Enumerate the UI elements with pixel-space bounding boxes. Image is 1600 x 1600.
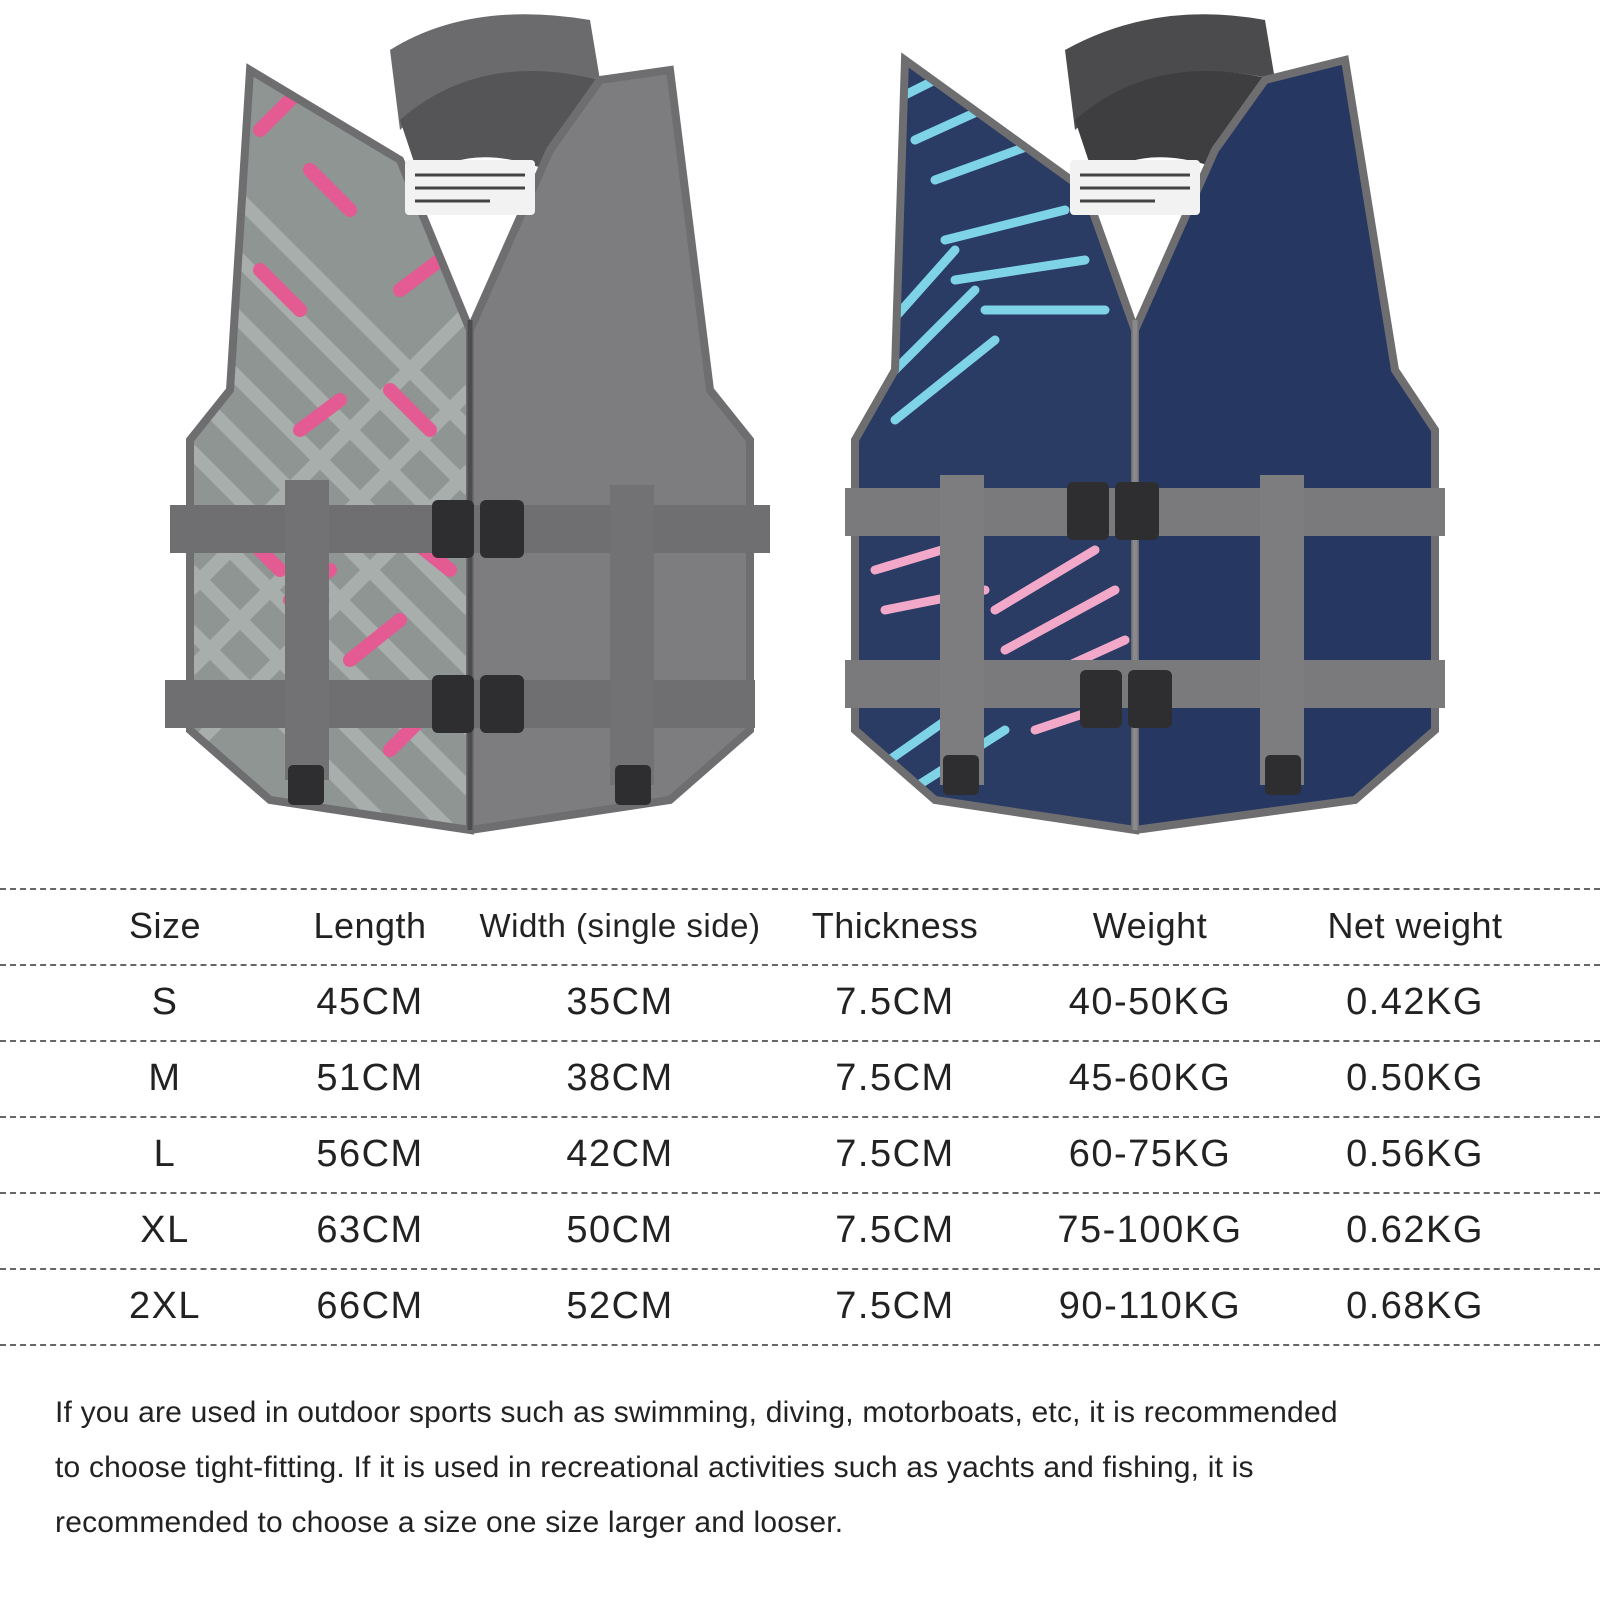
cell-length: 56CM	[316, 1133, 424, 1175]
cell-weight: 90-110KG	[1058, 1285, 1242, 1327]
header-length: Length	[313, 905, 427, 946]
note-line: to choose tight-fitting. If it is used in recreational activities such as yachts and fishing, it is	[55, 1451, 1254, 1484]
note-line: If you are used in outdoor sports such as swimming, diving, motorboats, etc, it is recommended	[55, 1396, 1338, 1429]
header-weight: Weight	[1092, 905, 1208, 946]
size-chart-table	[0, 888, 1600, 1344]
cell-thickness: 7.5CM	[835, 981, 955, 1023]
table-row	[0, 1040, 1600, 1116]
cell-size: 2XL	[128, 1285, 202, 1327]
cell-weight: 60-75KG	[1068, 1133, 1232, 1175]
cell-weight: 75-100KG	[1057, 1209, 1243, 1251]
table-row	[0, 1268, 1600, 1344]
sizing-recommendation-note	[55, 1385, 1555, 1550]
table-row	[0, 964, 1600, 1040]
header-width: Width (single side)	[479, 907, 761, 944]
table-divider	[0, 1344, 1600, 1346]
header-thickness: Thickness	[811, 905, 979, 946]
cell-width: 38CM	[566, 1057, 674, 1099]
cell-thickness: 7.5CM	[835, 1285, 955, 1327]
table-header-row	[0, 888, 1600, 964]
cell-weight: 45-60KG	[1068, 1057, 1232, 1099]
cell-size: M	[148, 1057, 182, 1099]
cell-length: 63CM	[316, 1209, 424, 1251]
cell-size: L	[153, 1133, 177, 1175]
cell-size: XL	[140, 1209, 190, 1251]
cell-thickness: 7.5CM	[835, 1209, 955, 1251]
cell-net-weight: 0.56KG	[1346, 1133, 1484, 1175]
table-row	[0, 1116, 1600, 1192]
cell-thickness: 7.5CM	[835, 1057, 955, 1099]
header-size: Size	[128, 905, 202, 946]
cell-net-weight: 0.50KG	[1346, 1057, 1484, 1099]
cell-net-weight: 0.62KG	[1346, 1209, 1484, 1251]
cell-thickness: 7.5CM	[835, 1133, 955, 1175]
cell-length: 51CM	[316, 1057, 424, 1099]
cell-width: 42CM	[566, 1133, 674, 1175]
cell-width: 52CM	[566, 1285, 674, 1327]
cell-size: S	[151, 981, 179, 1023]
cell-weight: 40-50KG	[1068, 981, 1232, 1023]
cell-width: 50CM	[566, 1209, 674, 1251]
cell-length: 66CM	[316, 1285, 424, 1327]
gray-pink-life-vest-image	[150, 10, 790, 870]
navy-leaf-life-vest-image	[835, 10, 1475, 870]
header-net-weight: Net weight	[1327, 905, 1503, 946]
cell-length: 45CM	[316, 981, 424, 1023]
table-row	[0, 1192, 1600, 1268]
cell-net-weight: 0.42KG	[1346, 981, 1484, 1023]
cell-width: 35CM	[566, 981, 674, 1023]
note-line: recommended to choose a size one size larger and looser.	[55, 1506, 844, 1539]
cell-net-weight: 0.68KG	[1346, 1285, 1484, 1327]
